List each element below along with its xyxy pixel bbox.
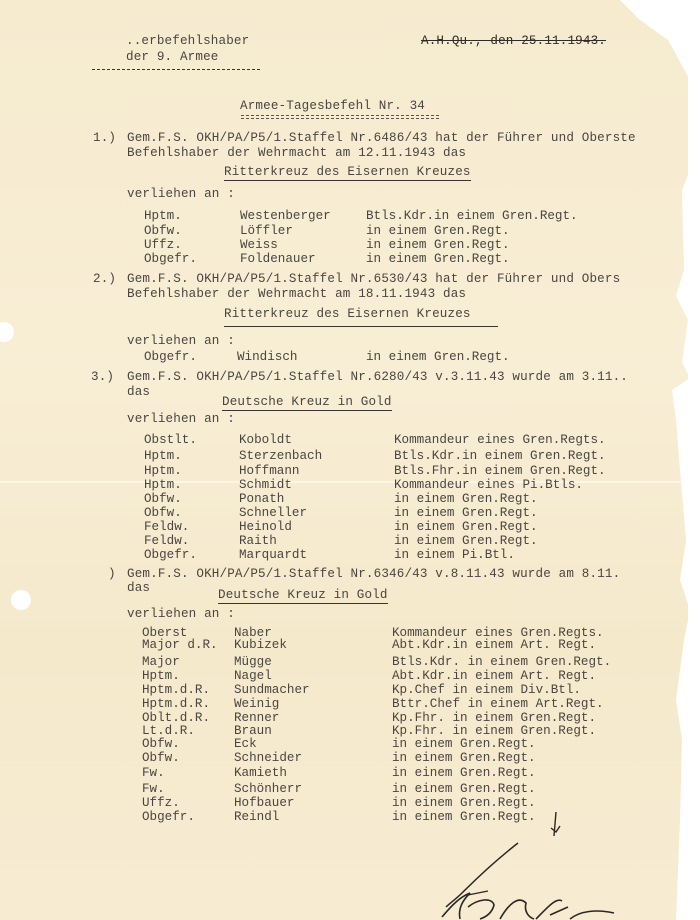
section-1-award: Ritterkreuz des Eisernen Kreuzes — [224, 165, 471, 179]
section-3-intro-line2: das — [127, 385, 151, 399]
name: Hofbauer — [234, 796, 295, 810]
name: Weiss — [240, 238, 278, 252]
rank: Obgefr. — [144, 350, 197, 364]
unit: Kp.Fhr. in einem Gren.Regt. — [392, 711, 597, 725]
section-3-verliehen: verliehen an : — [127, 412, 235, 426]
name: Kubizek — [234, 638, 287, 652]
rank: Lt.d.R. — [142, 724, 195, 738]
name: Schneider — [234, 751, 303, 765]
sender-line-1: ..erbefehlshaber — [126, 34, 250, 48]
rank: Feldw. — [144, 520, 190, 534]
unit: Btls.Kdr.in einem Gren.Regt. — [366, 209, 578, 223]
unit: Kommandeur eines Gren.Regts. — [394, 433, 606, 447]
rank: Uffz. — [144, 238, 182, 252]
name: Schönherr — [234, 782, 303, 796]
section-4-intro-line2: das — [127, 581, 151, 595]
unit: Kommandeur eines Pi.Btls. — [394, 478, 583, 492]
section-4-verliehen: verliehen an : — [127, 607, 235, 621]
section-2-intro-line2: Befehlshaber der Wehrmacht am 18.11.1943 das — [127, 287, 467, 301]
unit: in einem Gren.Regt. — [392, 737, 536, 751]
rank: Hptm. — [142, 669, 180, 683]
unit: in einem Gren.Regt. — [366, 350, 510, 364]
rank: Oberst — [142, 626, 188, 640]
unit: in einem Gren.Regt. — [394, 520, 538, 534]
rank: Hptm. — [144, 209, 182, 223]
rank: Hptm. — [144, 478, 182, 492]
section-1-intro-line1: Gem.F.S. OKH/PA/P5/1.Staffel Nr.6486/43 hat der Führer und Oberste — [127, 131, 636, 145]
sender-line-2: der 9. Armee — [126, 50, 219, 64]
unit: in einem Gren.Regt. — [392, 810, 536, 824]
name: Reindl — [234, 810, 280, 824]
name: Löffler — [240, 224, 293, 238]
rank: Obfw. — [144, 492, 182, 506]
unit: in einem Gren.Regt. — [392, 782, 536, 796]
name: Hoffmann — [239, 464, 300, 478]
name: Foldenauer — [240, 252, 316, 266]
section-3-award: Deutsche Kreuz in Gold — [222, 395, 392, 409]
place-date: A.H.Qu., den 25.11.1943. — [421, 34, 606, 48]
unit: in einem Gren.Regt. — [394, 492, 538, 506]
rank: Hptm. — [144, 449, 182, 463]
name: Eck — [234, 737, 257, 751]
section-2-award: Ritterkreuz des Eisernen Kreuzes — [224, 307, 471, 321]
name: Marquardt — [239, 548, 308, 562]
name: Renner — [234, 711, 280, 725]
name: Weinig — [234, 697, 280, 711]
rank: Hptm. — [144, 464, 182, 478]
unit: Kommandeur eines Gren.Regts. — [392, 626, 604, 640]
rank: Fw. — [142, 782, 165, 796]
section-3-number: 3.) — [91, 370, 115, 384]
unit: Btls.Kdr. in einem Gren.Regt. — [392, 655, 612, 669]
rank: Obfw. — [144, 224, 182, 238]
name: Kamieth — [234, 766, 287, 780]
unit: Bttr.Chef in einem Art.Regt. — [392, 697, 604, 711]
rank: Obgefr. — [144, 548, 197, 562]
unit: in einem Gren.Regt. — [394, 534, 538, 548]
name: Raith — [239, 534, 277, 548]
unit: Abt.Kdr.in einem Art. Regt. — [392, 638, 597, 652]
name: Ponath — [239, 492, 285, 506]
unit: in einem Gren.Regt. — [394, 506, 538, 520]
rank: Obgefr. — [144, 252, 197, 266]
rank: Obstlt. — [144, 433, 197, 447]
rank: Uffz. — [142, 796, 180, 810]
rank: Hptm.d.R. — [142, 683, 211, 697]
rank: Feldw. — [144, 534, 190, 548]
section-2-award-underline — [224, 326, 498, 327]
unit: in einem Gren.Regt. — [392, 766, 536, 780]
sender-underline — [92, 69, 260, 70]
signature-icon — [400, 835, 660, 920]
unit: Btls.Fhr.in einem Gren.Regt. — [394, 464, 606, 478]
name: Braun — [234, 724, 272, 738]
unit: Kp.Chef in einem Div.Btl. — [392, 683, 581, 697]
name: Nagel — [234, 669, 272, 683]
rank: Obgefr. — [142, 810, 195, 824]
unit: Abt.Kdr.in einem Art. Regt. — [392, 669, 597, 683]
page-title: Armee-Tagesbefehl Nr. 34 — [240, 99, 425, 113]
section-4-award: Deutsche Kreuz in Gold — [218, 588, 388, 602]
unit: Btls.Kdr.in einem Gren.Regt. — [394, 449, 606, 463]
rank: Obfw. — [144, 506, 182, 520]
punch-hole-bottom — [11, 590, 31, 610]
section-1-number: 1.) — [93, 131, 117, 145]
section-4-number: ) — [108, 567, 116, 581]
section-4-intro-line1: Gem.F.S. OKH/PA/P5/1.Staffel Nr.6346/43 v.8.11.43 wurde am 8.11. — [127, 567, 621, 581]
unit: in einem Gren.Regt. — [392, 796, 536, 810]
name: Naber — [234, 626, 272, 640]
unit: in einem Gren.Regt. — [392, 751, 536, 765]
unit: in einem Gren.Regt. — [366, 238, 510, 252]
section-1-intro-line2: Befehlshaber der Wehrmacht am 12.11.1943 das — [127, 146, 467, 160]
name: Schneller — [239, 506, 308, 520]
section-1-verliehen: verliehen an : — [127, 187, 235, 201]
name: Koboldt — [239, 433, 292, 447]
name: Sundmacher — [234, 683, 310, 697]
rank: Obfw. — [142, 737, 180, 751]
rank: Major d.R. — [142, 638, 218, 652]
name: Sterzenbach — [239, 449, 323, 463]
rank: Oblt.d.R. — [142, 711, 211, 725]
rank: Fw. — [142, 766, 165, 780]
section-2-verliehen: verliehen an : — [127, 334, 235, 348]
section-3-intro-line1: Gem.F.S. OKH/PA/P5/1.Staffel Nr.6280/43 v.3.11.43 wurde am 3.11.. — [127, 370, 628, 384]
fold-crease — [0, 481, 690, 483]
section-2-intro-line1: Gem.F.S. OKH/PA/P5/1.Staffel Nr.6530/43 hat der Führer und Obers — [127, 272, 621, 286]
name: Mügge — [234, 655, 272, 669]
rank: Hptm.d.R. — [142, 697, 211, 711]
unit: in einem Gren.Regt. — [366, 224, 510, 238]
name: Heinold — [239, 520, 292, 534]
name: Westenberger — [240, 209, 331, 223]
section-2-number: 2.) — [93, 272, 117, 286]
unit: in einem Pi.Btl. — [394, 548, 515, 562]
rank: Major — [142, 655, 180, 669]
name: Windisch — [237, 350, 298, 364]
name: Schmidt — [239, 478, 292, 492]
title-double-underline — [241, 115, 439, 119]
rank: Obfw. — [142, 751, 180, 765]
unit: in einem Gren.Regt. — [366, 252, 510, 266]
unit: Kp.Fhr. in einem Gren.Regt. — [392, 724, 597, 738]
